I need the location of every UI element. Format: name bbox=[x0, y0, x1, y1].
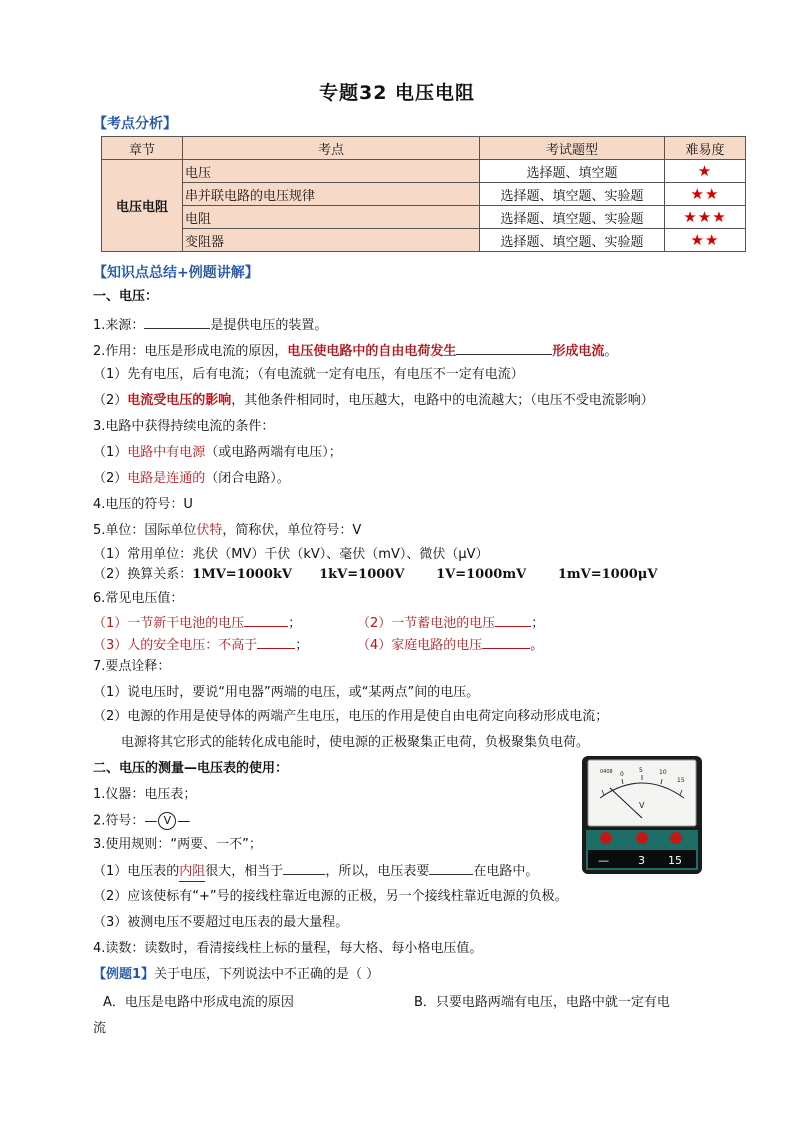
terminal-3: 3 bbox=[638, 854, 645, 867]
table-header-row bbox=[102, 137, 746, 160]
header-difficulty: 难易度 bbox=[665, 137, 746, 160]
table-row bbox=[102, 206, 746, 229]
voltmeter-image bbox=[580, 752, 704, 876]
line-key-2: （2）电源的作用是使导体的两端产生电压，电压的作用是使自由电荷定向移动形成电流； bbox=[93, 709, 609, 724]
fill-blank[interactable] bbox=[495, 612, 531, 627]
fill-blank[interactable] bbox=[429, 860, 473, 875]
topic-cell: 电压 bbox=[183, 160, 480, 183]
voltmeter-symbol-icon: — V — bbox=[144, 813, 191, 829]
part1-heading: 一、电压： bbox=[93, 289, 159, 304]
meter-model-text: 0408 bbox=[600, 769, 613, 775]
terminal-minus: — bbox=[598, 854, 609, 867]
line-instrument: 1.仪器：电压表； bbox=[93, 787, 197, 802]
line-source: 1.来源： 是提供电压的装置。 bbox=[93, 314, 327, 335]
line-key-2-cont: 电源将其它形式的能转化成电能时，使电源的正极聚集正电荷，负极聚集负电荷。 bbox=[121, 735, 590, 750]
topic-cell: 变阻器 bbox=[183, 229, 480, 252]
topic-cell: 串并联电路的电压规律 bbox=[183, 183, 480, 206]
fill-blank[interactable] bbox=[283, 860, 325, 875]
header-chapter: 章节 bbox=[102, 137, 183, 160]
line-symbol: 4.电压的符号：U bbox=[93, 497, 193, 512]
difficulty-stars: ★ bbox=[665, 160, 746, 183]
svg-text:0: 0 bbox=[620, 771, 624, 778]
option-a[interactable]: A．电压是电路中形成电流的原因 bbox=[103, 995, 294, 1010]
line-rule-3: （3）被测电压不要超过电压表的最大量程。 bbox=[93, 915, 349, 930]
section-heading-analysis: 【考点分析】 bbox=[93, 116, 177, 132]
option-b-cont: 流 bbox=[93, 1021, 107, 1036]
chapter-cell: 电压电阻 bbox=[102, 160, 183, 252]
topic-cell: 电阻 bbox=[183, 206, 480, 229]
line-conversion: （2）换算关系：1MV=1000kV 1kV=1000V 1V=1000mV 1mV=1000μV bbox=[93, 567, 658, 582]
fill-blank[interactable] bbox=[257, 634, 295, 649]
table-row bbox=[102, 183, 746, 206]
svg-text:15: 15 bbox=[677, 777, 685, 784]
type-cell: 选择题、填空题 bbox=[480, 160, 665, 183]
line-condition: 3.电路中获得持续电流的条件： bbox=[93, 419, 275, 434]
topic-table bbox=[101, 136, 746, 252]
line-common-values: 6.常见电压值： bbox=[93, 591, 184, 606]
part2-heading: 二、电压的测量—电压表的使用： bbox=[93, 761, 289, 776]
difficulty-stars: ★★★ bbox=[665, 206, 746, 229]
header-topic: 考点 bbox=[183, 137, 480, 160]
option-b[interactable]: B．只要电路两端有电压，电路中就一定有电 bbox=[414, 995, 670, 1010]
line-symbol-v: 2.符号：— V — bbox=[93, 813, 191, 829]
fill-blank[interactable] bbox=[482, 634, 530, 649]
line-key-points: 7.要点诠释： bbox=[93, 659, 171, 674]
section-heading-summary: 【知识点总结+例题讲解】 bbox=[93, 265, 259, 281]
line-function: 2.作用：电压是形成电流的原因，电压使电路中的自由电荷发生 形成电流。 bbox=[93, 340, 617, 361]
fill-blank[interactable] bbox=[456, 340, 552, 355]
common-value-2: （2）一节蓄电池的电压 ； bbox=[357, 612, 544, 633]
line-rule-1: （1）电压表的内阻很大，相当于 ，所以，电压表要 在电路中。 bbox=[93, 860, 538, 882]
line-unit: 5.单位：国际单位伏特，简称伏，单位符号：V bbox=[93, 523, 362, 538]
fill-blank[interactable] bbox=[244, 612, 288, 627]
line-condition-2: （2）电路是连通的（闭合电路）。 bbox=[93, 471, 290, 486]
type-cell: 选择题、填空题、实验题 bbox=[480, 206, 665, 229]
fill-blank[interactable] bbox=[144, 314, 210, 329]
terminal-15: 15 bbox=[668, 854, 682, 867]
table-row bbox=[102, 229, 746, 252]
example-question: 【例题1】关于电压，下列说法中不正确的是（ ） bbox=[93, 967, 380, 982]
table-row bbox=[102, 160, 746, 183]
page-title: 专题32 电压电阻 bbox=[318, 82, 476, 104]
common-value-3: （3）人的安全电压：不高于 ； bbox=[93, 634, 308, 655]
line-key-1: （1）说电压时，要说“用电器”两端的电压，或“某两点”间的电压。 bbox=[93, 685, 480, 700]
meter-v-label: V bbox=[639, 801, 645, 810]
common-value-1: （1）一节新干电池的电压 ； bbox=[93, 612, 301, 633]
line-1: （1）先有电压，后有电流；（有电流就一定有电压，有电压不一定有电流） bbox=[93, 367, 524, 382]
header-type: 考试题型 bbox=[480, 137, 665, 160]
line-common-units: （1）常用单位：兆伏（MV）千伏（kV）、毫伏（mV）、微伏（μV） bbox=[93, 547, 489, 562]
type-cell: 选择题、填空题、实验题 bbox=[480, 183, 665, 206]
line-2: （2）电流受电压的影响，其他条件相同时，电压越大，电路中的电流越大；（电压不受电流影响） bbox=[93, 393, 654, 408]
type-cell: 选择题、填空题、实验题 bbox=[480, 229, 665, 252]
line-condition-1: （1）电路中有电源（或电路两端有电压）； bbox=[93, 445, 342, 460]
line-reading: 4.读数：读数时，看清接线柱上标的量程，每大格、每小格电压值。 bbox=[93, 941, 483, 956]
difficulty-stars: ★★ bbox=[665, 183, 746, 206]
line-rule-2: （2）应该使标有“+”号的接线柱靠近电源的正极，另一个接线柱靠近电源的负极。 bbox=[93, 889, 568, 904]
svg-text:5: 5 bbox=[639, 767, 643, 774]
svg-text:10: 10 bbox=[659, 769, 667, 776]
line-rules: 3.使用规则：“两要、一不”； bbox=[93, 837, 262, 852]
difficulty-stars: ★★ bbox=[665, 229, 746, 252]
common-value-4: （4）家庭电路的电压 。 bbox=[357, 634, 543, 655]
